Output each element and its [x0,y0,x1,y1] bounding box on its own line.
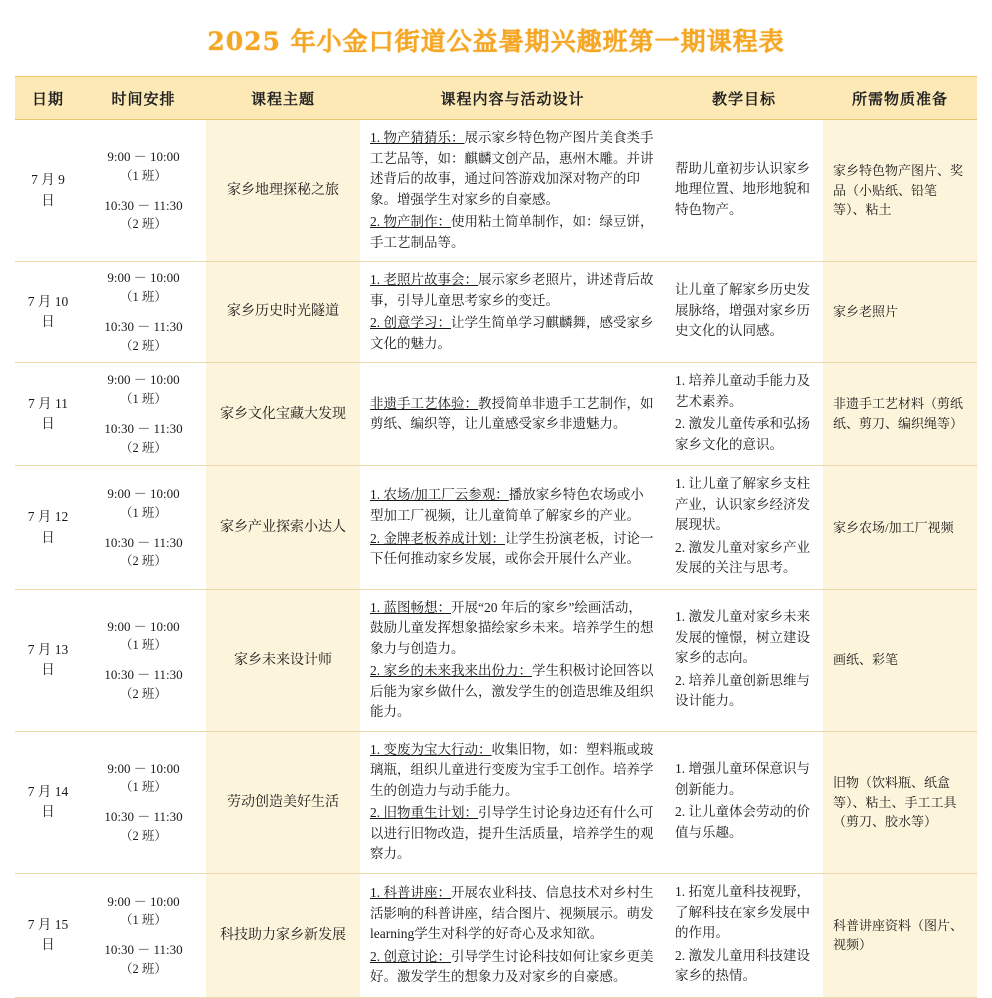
content-item-lead: 1. 科普讲座： [370,884,451,900]
goal-item: 帮助儿童初步认识家乡地理位置、地形地貌和特色物产。 [675,160,810,217]
cell-topic: 科技助力家乡新发展 [206,873,360,997]
time-class-label: （2 班） [120,829,167,844]
cell-date: 7 月 11 日 [15,363,81,466]
cell-time [81,873,206,997]
goal-item: 2. 激发儿童传承和弘扬家乡文化的意识。 [675,416,810,452]
cell-goal [665,589,823,731]
content-item-lead: 2. 旧物重生计划： [370,805,478,821]
time-block [83,759,204,798]
cell-date: 7 月 10 日 [15,262,81,363]
goal-item: 2. 激发儿童用科技建设家乡的热情。 [675,947,810,984]
content-item: 1. 农场/加工厂云参观：播放家乡特色农场或小型加工厂视频，让儿童简单了解家乡的产业。 [370,487,644,523]
table-row [15,262,977,363]
table-row [15,120,977,262]
cell-content [360,731,665,873]
time-class-label: （2 班） [120,687,167,702]
cell-material: 画纸、彩笔 [823,589,977,731]
table-row [15,873,977,997]
cell-time [81,262,206,363]
cell-time [81,731,206,873]
time-class-label: （1 班） [120,168,167,183]
column-header-material: 所需物质准备 [823,77,977,120]
content-item-lead: 2. 创意学习： [370,315,451,331]
content-item-lead: 2. 物产制作： [370,214,451,230]
cell-topic: 家乡文化宝藏大发现 [206,363,360,466]
content-item-lead: 1. 物产猜猜乐： [370,130,465,145]
cell-content [360,262,665,363]
time-range: 10:30 － 11:30 [104,534,183,550]
content-item: 1. 老照片故事会：展示家乡老照片，讲述背后故事，引导儿童思考家乡的变迁。 [370,272,654,308]
time-range: 10:30 － 11:30 [104,421,183,437]
column-header-time: 时间安排 [81,77,206,120]
time-range: 10:30 － 11:30 [104,667,183,683]
cell-time [81,363,206,466]
cell-time [81,120,206,262]
table-body [15,120,977,998]
time-class-label: （2 班） [120,338,167,353]
time-block [83,317,204,356]
goal-item: 1. 激发儿童对家乡未来发展的憧憬，树立建设家乡的志向。 [675,609,810,666]
content-item-lead: 1. 蓝图畅想： [370,599,451,615]
content-item-lead: 非遗手工艺体验： [370,395,478,411]
content-item: 2. 金牌老板养成计划：让学生扮演老板，讨论一下任何推动家乡发展，或你会开展什么产业。 [370,530,654,567]
goal-item: 2. 激发儿童对家乡产业发展的关注与思考。 [675,539,810,576]
goal-item: 1. 让儿童了解家乡支柱产业，认识家乡经济发展现状。 [675,476,810,533]
content-item-lead: 2. 金牌老板养成计划： [370,530,505,546]
content-item-lead: 1. 变废为宝大行动： [370,741,492,757]
time-block [83,807,204,846]
cell-date: 7 月 15 日 [15,873,81,997]
time-block [83,665,204,704]
time-class-label: （2 班） [120,440,167,455]
time-class-label: （1 班） [120,290,167,305]
time-range: 9:00 － 10:00 [107,485,180,501]
content-item-lead: 1. 老照片故事会： [370,272,478,288]
time-class-label: （1 班） [120,780,167,795]
time-block [83,940,204,979]
time-range: 9:00 － 10:00 [107,372,180,388]
cell-date: 7 月 14 日 [15,731,81,873]
cell-goal [665,731,823,873]
cell-goal [665,262,823,363]
cell-topic: 家乡产业探索小达人 [206,466,360,590]
time-class-label: （1 班） [120,505,167,520]
time-range: 9:00 － 10:00 [107,618,180,634]
time-range: 9:00 － 10:00 [107,270,180,286]
content-item: 2. 创意学习：让学生简单学习麒麟舞，感受家乡文化的魅力。 [370,315,654,351]
table-header-row [15,77,977,120]
table-row [15,731,977,873]
cell-content [360,120,665,262]
cell-date: 7 月 12 日 [15,466,81,590]
cell-goal [665,363,823,466]
time-block [83,617,204,656]
cell-topic: 家乡地理探秘之旅 [206,120,360,262]
content-item: 非遗手工艺体验：教授简单非遗手工艺制作，如剪纸、编织等，让儿童感受家乡非遗魅力。 [370,395,654,432]
cell-material: 科普讲座资料（图片、视频） [823,873,977,997]
cell-topic: 家乡未来设计师 [206,589,360,731]
content-item: 2. 旧物重生计划：引导学生讨论身边还有什么可以进行旧物改造，提升生活质量，培养学生的观察力。 [370,805,654,862]
cell-goal [665,873,823,997]
cell-goal [665,466,823,590]
goal-item: 2. 让儿童体会劳动的价值与乐趣。 [675,804,810,840]
time-class-label: （1 班） [120,913,167,928]
content-item-lead: 2. 家乡的未来我来出份力： [370,663,532,679]
time-range: 9:00 － 10:00 [107,148,180,164]
time-class-label: （1 班） [120,392,167,407]
time-range: 10:30 － 11:30 [104,319,183,335]
course-schedule-table [15,76,977,998]
time-block [83,419,204,458]
time-block [83,533,204,572]
time-block [83,196,204,235]
cell-content [360,589,665,731]
time-range: 9:00 － 10:00 [107,893,180,909]
cell-content [360,466,665,590]
goal-item: 1. 增强儿童环保意识与创新能力。 [675,761,810,797]
cell-date: 7 月 13 日 [15,589,81,731]
time-range: 10:30 － 11:30 [104,942,183,958]
time-block [83,484,204,523]
content-item-lead: 2. 创意讨论： [370,948,451,964]
goal-item: 1. 拓宽儿童科技视野，了解科技在家乡发展中的作用。 [675,883,810,941]
content-item: 2. 创意讨论：引导学生讨论科技如何让家乡更美好。激发学生的想象力及对家乡的自豪感。 [370,948,654,985]
content-item: 1. 科普讲座：开展农业科技、信息技术对乡村生活影响的科普讲座，结合图片、视频展示。萌发learning学生对科学的好奇心及求知欲。 [370,884,654,942]
time-block [83,892,204,931]
cell-material: 旧物（饮料瓶、纸盒等）、粘土、手工工具（剪刀、胶水等） [823,731,977,873]
time-class-label: （2 班） [120,962,167,977]
cell-material: 非遗手工艺材料（剪纸纸、剪刀、编织绳等） [823,363,977,466]
goal-item: 2. 培养儿童创新思维与设计能力。 [675,672,810,709]
column-header-topic: 课程主题 [206,77,360,120]
content-item: 1. 变废为宝大行动：收集旧物，如：塑料瓶或玻璃瓶，组织儿童进行变废为宝手工创作。培养学生的创造力与动手能力。 [370,741,654,798]
cell-topic: 家乡历史时光隧道 [206,262,360,363]
table-row [15,363,977,466]
cell-content [360,873,665,997]
cell-goal [665,120,823,262]
content-item-lead: 1. 农场/加工厂云参观： [370,487,509,503]
content-item: 1. 物产猜猜乐：展示家乡特色物产图片美食类手工艺品等，如：麒麟文创产品，惠州木雕。并讲述背后的故事，通过问答游戏加深对物产的印象。增强学生对家乡的自豪感。 [370,130,654,207]
cell-material: 家乡老照片 [823,262,977,363]
cell-content [360,363,665,466]
time-range: 10:30 － 11:30 [104,197,183,213]
cell-date: 7 月 9 日 [15,120,81,262]
cell-time [81,466,206,590]
table-row [15,466,977,590]
time-block [83,370,204,409]
cell-material: 家乡特色物产图片、奖品（小贴纸、铅笔等）、粘土 [823,120,977,262]
column-header-content: 课程内容与活动设计 [360,77,665,120]
time-block [83,147,204,186]
content-item: 2. 物产制作：使用粘土简单制作，如：绿豆饼，手工艺制品等。 [370,214,654,250]
table-row [15,589,977,731]
time-range: 9:00 － 10:00 [107,760,180,776]
time-class-label: （1 班） [120,638,167,653]
cell-topic: 劳动创造美好生活 [206,731,360,873]
time-block [83,268,204,307]
time-class-label: （2 班） [120,554,167,569]
cell-material: 家乡农场/加工厂视频 [823,466,977,590]
goal-item: 1. 培养儿童动手能力及艺术素养。 [675,373,810,409]
page-title: 2025 年小金口街道公益暑期兴趣班第一期课程表 [207,27,785,56]
cell-time [81,589,206,731]
column-header-date: 日期 [15,77,81,120]
goal-item: 让儿童了解家乡历史发展脉络，增强对家乡历史文化的认同感。 [675,282,810,339]
content-item: 1. 蓝图畅想：开展“20 年后的家乡”绘画活动，鼓励儿童发挥想象描绘家乡未来。培养学生的想象力与创造力。 [370,599,654,656]
content-item: 2. 家乡的未来我来出份力：学生积极讨论回答以后能为家乡做什么，激发学生的创造思维及组织能力。 [370,663,654,720]
time-range: 10:30 － 11:30 [104,809,183,825]
column-header-goal: 教学目标 [665,77,823,120]
time-class-label: （2 班） [120,217,167,232]
